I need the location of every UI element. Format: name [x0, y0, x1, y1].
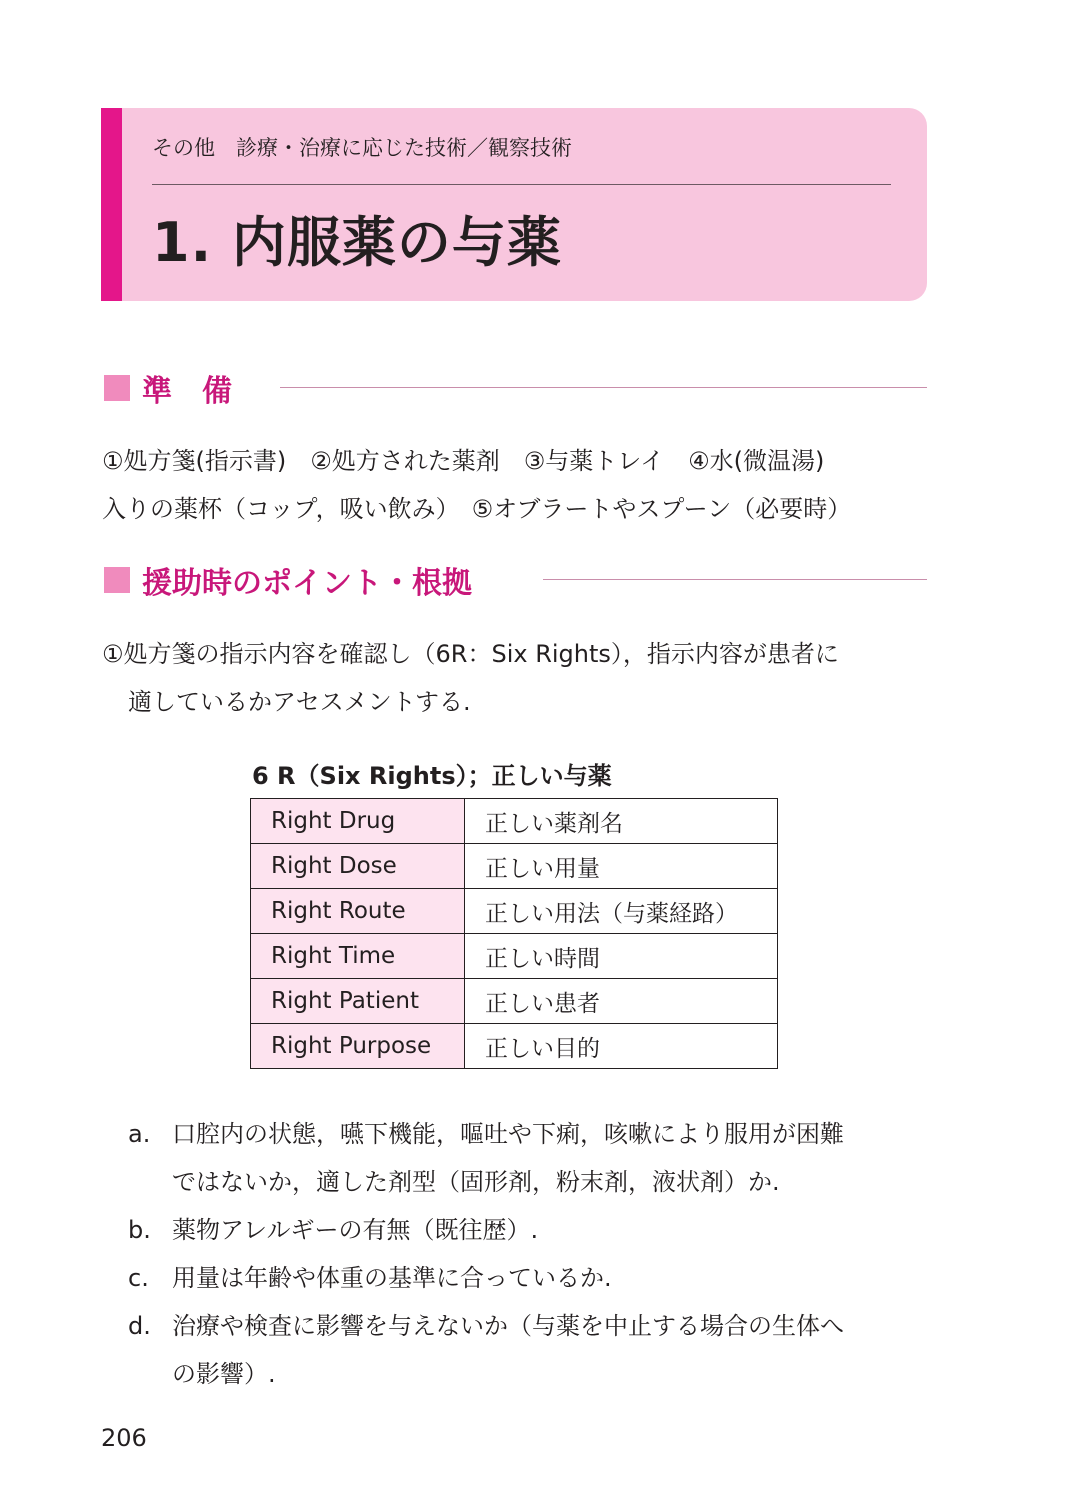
chapter-title: 1. 内服薬の与薬 — [152, 211, 562, 274]
table-caption: 6 R（Six Rights）；正しい与薬 — [252, 762, 612, 790]
list-item-line: 薬物アレルギーの有無（既往歴）. — [172, 1216, 539, 1244]
table-cell-en: Right Route — [251, 889, 465, 934]
list-marker: a. — [128, 1120, 151, 1148]
section-divider — [280, 387, 927, 388]
table-cell-en: Right Dose — [251, 844, 465, 889]
chapter-header — [101, 108, 927, 301]
list-item — [128, 1110, 844, 1206]
table-cell-ja: 正しい患者 — [465, 979, 778, 1024]
section-divider — [543, 579, 927, 580]
table-cell-ja: 正しい目的 — [465, 1024, 778, 1069]
table-cell-en: Right Purpose — [251, 1024, 465, 1069]
preparation-line: 入りの薬杯（コップ，吸い飲み） ⑤オブラートやスプーン（必要時） — [102, 495, 852, 523]
table-cell-en: Right Patient — [251, 979, 465, 1024]
list-item-line: の影響）. — [172, 1360, 276, 1388]
point-line: ①処方箋の指示内容を確認し（6R：Six Rights），指示内容が患者に — [102, 640, 839, 668]
header-accent-bar — [101, 108, 122, 301]
table-cell-ja: 正しい時間 — [465, 934, 778, 979]
table-row — [251, 799, 778, 844]
square-bullet-icon — [104, 375, 130, 401]
table-row — [251, 889, 778, 934]
table-cell-en: Right Time — [251, 934, 465, 979]
section-title: 準 備 — [142, 374, 232, 409]
sub-item-list — [128, 1110, 844, 1398]
table-cell-ja: 正しい用量 — [465, 844, 778, 889]
preparation-list — [102, 437, 851, 533]
six-rights-table — [250, 798, 778, 1069]
list-item-line: 用量は年齢や体重の基準に合っているか. — [172, 1264, 612, 1292]
table-cell-ja: 正しい用法（与薬経路） — [465, 889, 778, 934]
table-cell-en: Right Drug — [251, 799, 465, 844]
table-cell-ja: 正しい薬剤名 — [465, 799, 778, 844]
table-row — [251, 934, 778, 979]
section-heading-points — [104, 560, 472, 600]
table-row — [251, 1024, 778, 1069]
point-item-1 — [102, 630, 839, 726]
list-marker: d. — [128, 1312, 151, 1340]
list-item — [128, 1302, 844, 1398]
list-marker: c. — [128, 1264, 149, 1292]
list-item-line: 治療や検査に影響を与えないか（与薬を中止する場合の生体へ — [172, 1312, 844, 1340]
list-item — [128, 1254, 844, 1302]
table-row — [251, 844, 778, 889]
preparation-line: ①処方箋(指示書) ②処方された薬剤 ③与薬トレイ ④水(微温湯) — [102, 447, 825, 475]
list-item — [128, 1206, 844, 1254]
list-item-line: ではないか，適した剤型（固形剤，粉末剤，液状剤）か. — [172, 1168, 780, 1196]
section-title: 援助時のポイント・根拠 — [142, 566, 472, 601]
point-line: 適しているかアセスメントする. — [128, 688, 471, 716]
header-divider — [152, 184, 891, 185]
list-marker: b. — [128, 1216, 151, 1244]
section-heading-preparation — [104, 368, 232, 408]
page-number: 206 — [101, 1424, 147, 1452]
square-bullet-icon — [104, 567, 130, 593]
table-row — [251, 979, 778, 1024]
breadcrumb: その他 診療・治療に応じた技術／観察技術 — [152, 136, 572, 160]
list-item-line: 口腔内の状態，嚥下機能，嘔吐や下痢，咳嗽により服用が困難 — [172, 1120, 844, 1148]
